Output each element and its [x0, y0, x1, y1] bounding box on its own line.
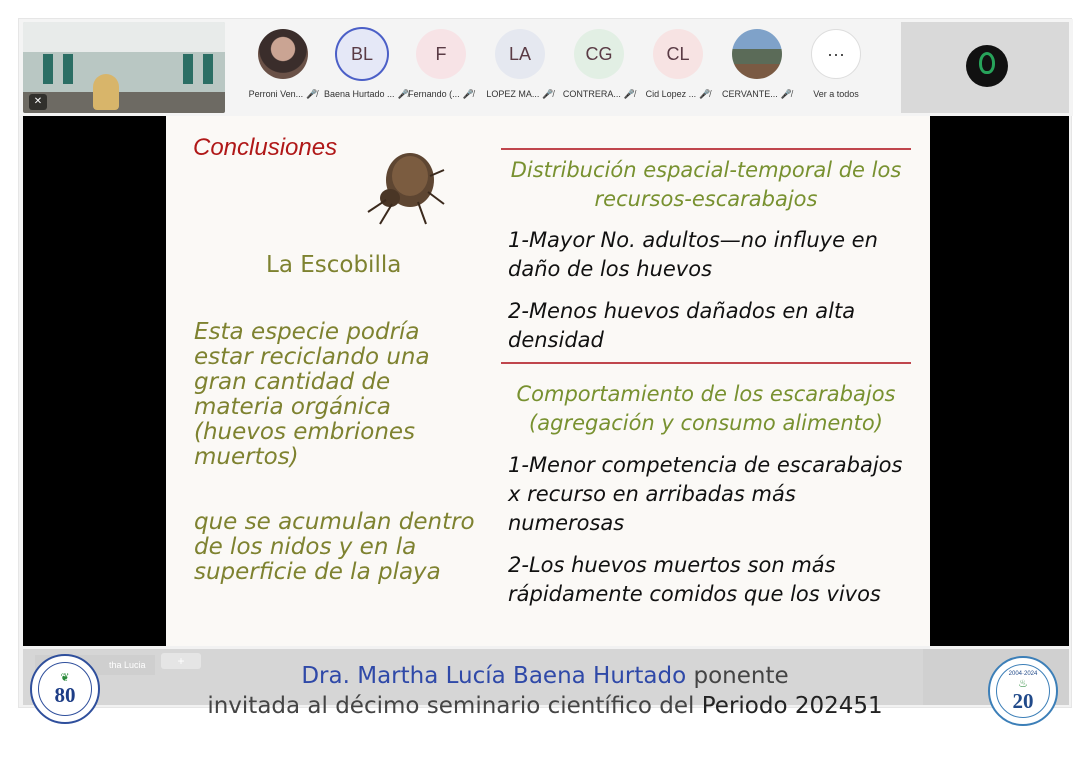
shared-screen [23, 116, 1069, 646]
presentation-slide [166, 116, 930, 646]
mic-muted-icon: 🎤̸ [306, 89, 318, 99]
inbioteca-20-anniversary-seal: 2004·2024 ♨ 20 [988, 656, 1058, 726]
avatar: BL [337, 29, 387, 79]
speaker-name: Dra. Martha Lucía Baena Hurtado [301, 663, 687, 689]
avatar: LA [495, 29, 545, 79]
presenter-figure [93, 74, 119, 110]
participant-tile[interactable] [324, 27, 409, 112]
participant-name: Fernando (... 🎤̸ [408, 89, 474, 99]
more-icon: ··· [811, 29, 861, 79]
participant-name: Baena Hurtado ... 🎤̸ [324, 89, 409, 99]
uv-80-anniversary-seal [30, 654, 100, 724]
participant-name: CERVANTE... 🎤̸ [722, 89, 792, 99]
period-label: Periodo 202451 [701, 693, 883, 719]
host-tile[interactable] [901, 22, 1069, 113]
inbioteca-logo-icon [966, 45, 1008, 87]
mic-muted-icon: 🎤̸ [699, 89, 711, 99]
mic-muted-icon: 🎤̸ [780, 89, 792, 99]
participant-tile[interactable] [403, 27, 479, 112]
section-heading-distribution: Distribución espacial-temporal de los recursos-escarabajos [510, 158, 902, 211]
avatar: CG [574, 29, 624, 79]
participants-strip [19, 19, 1073, 116]
participant-tile[interactable] [719, 27, 795, 112]
conclusion-item: 2-Los huevos muertos son más rápidamente comidos que los vivos [508, 553, 881, 606]
participant-tile[interactable] [245, 27, 321, 112]
conclusion-item: 2-Menos huevos dañados en alta densidad [508, 299, 856, 352]
participant-name: Cid Lopez ... 🎤̸ [645, 89, 711, 99]
conclusion-item: 1-Mayor No. adultos—no influye en daño de los huevos [508, 228, 878, 281]
participant-tile[interactable] [561, 27, 637, 112]
avatar [258, 29, 308, 79]
mic-muted-icon: 🎤̸ [542, 89, 554, 99]
mic-muted-icon: 🎤̸ [623, 89, 636, 99]
section-heading-behavior: Comportamiento de los escarabajos (agregación y consumo alimento) [516, 382, 896, 435]
species-heading: La Escobilla [266, 252, 402, 278]
participant-tile[interactable] [640, 27, 716, 112]
participant-name: Ver a todos [813, 89, 859, 99]
mic-muted-icon: 🎤̸ [397, 89, 409, 99]
conclusion-item: 1-Menor competencia de escarabajos x recurso en arribadas más numerosas [508, 453, 903, 535]
video-call-window [18, 18, 1072, 708]
mic-muted-icon: 🎤̸ [462, 89, 474, 99]
participant-name: Perroni Ven... 🎤̸ [248, 89, 318, 99]
seal-number: 20 [1012, 688, 1034, 713]
species-location: que se acumulan dentro de los nidos y en la superficie de la playa [194, 509, 475, 585]
see-all-button[interactable] [798, 27, 874, 112]
avatar: F [416, 29, 466, 79]
flame-icon: ♨ [1018, 677, 1028, 690]
participant-list [245, 27, 895, 112]
participant-name: CONTRERA... 🎤̸ [562, 89, 636, 99]
classroom-camera-tile[interactable] [23, 22, 225, 113]
mic-muted-icon: ✕ [29, 94, 47, 110]
divider [501, 362, 911, 364]
beetle-icon [362, 140, 448, 232]
avatar: CL [653, 29, 703, 79]
avatar [732, 29, 782, 79]
divider [501, 148, 911, 150]
self-view-tile[interactable]: tha Lucia [35, 655, 155, 675]
speaker-caption: Dra. Martha Lucía Baena Hurtado ponente invitada al décimo seminario científico del Periodo 202451 [207, 663, 883, 719]
species-description: Esta especie podría estar reciclando una gran cantidad de materia orgánica (huevos embriones muertos) [194, 319, 430, 470]
leaf-icon: ❦ [60, 672, 70, 684]
add-button[interactable]: + [161, 653, 201, 669]
seal-number: 80 [54, 683, 76, 707]
participant-name: LOPEZ MA... 🎤̸ [486, 89, 554, 99]
participant-tile[interactable] [482, 27, 558, 112]
slide-title: Conclusiones [193, 134, 338, 161]
